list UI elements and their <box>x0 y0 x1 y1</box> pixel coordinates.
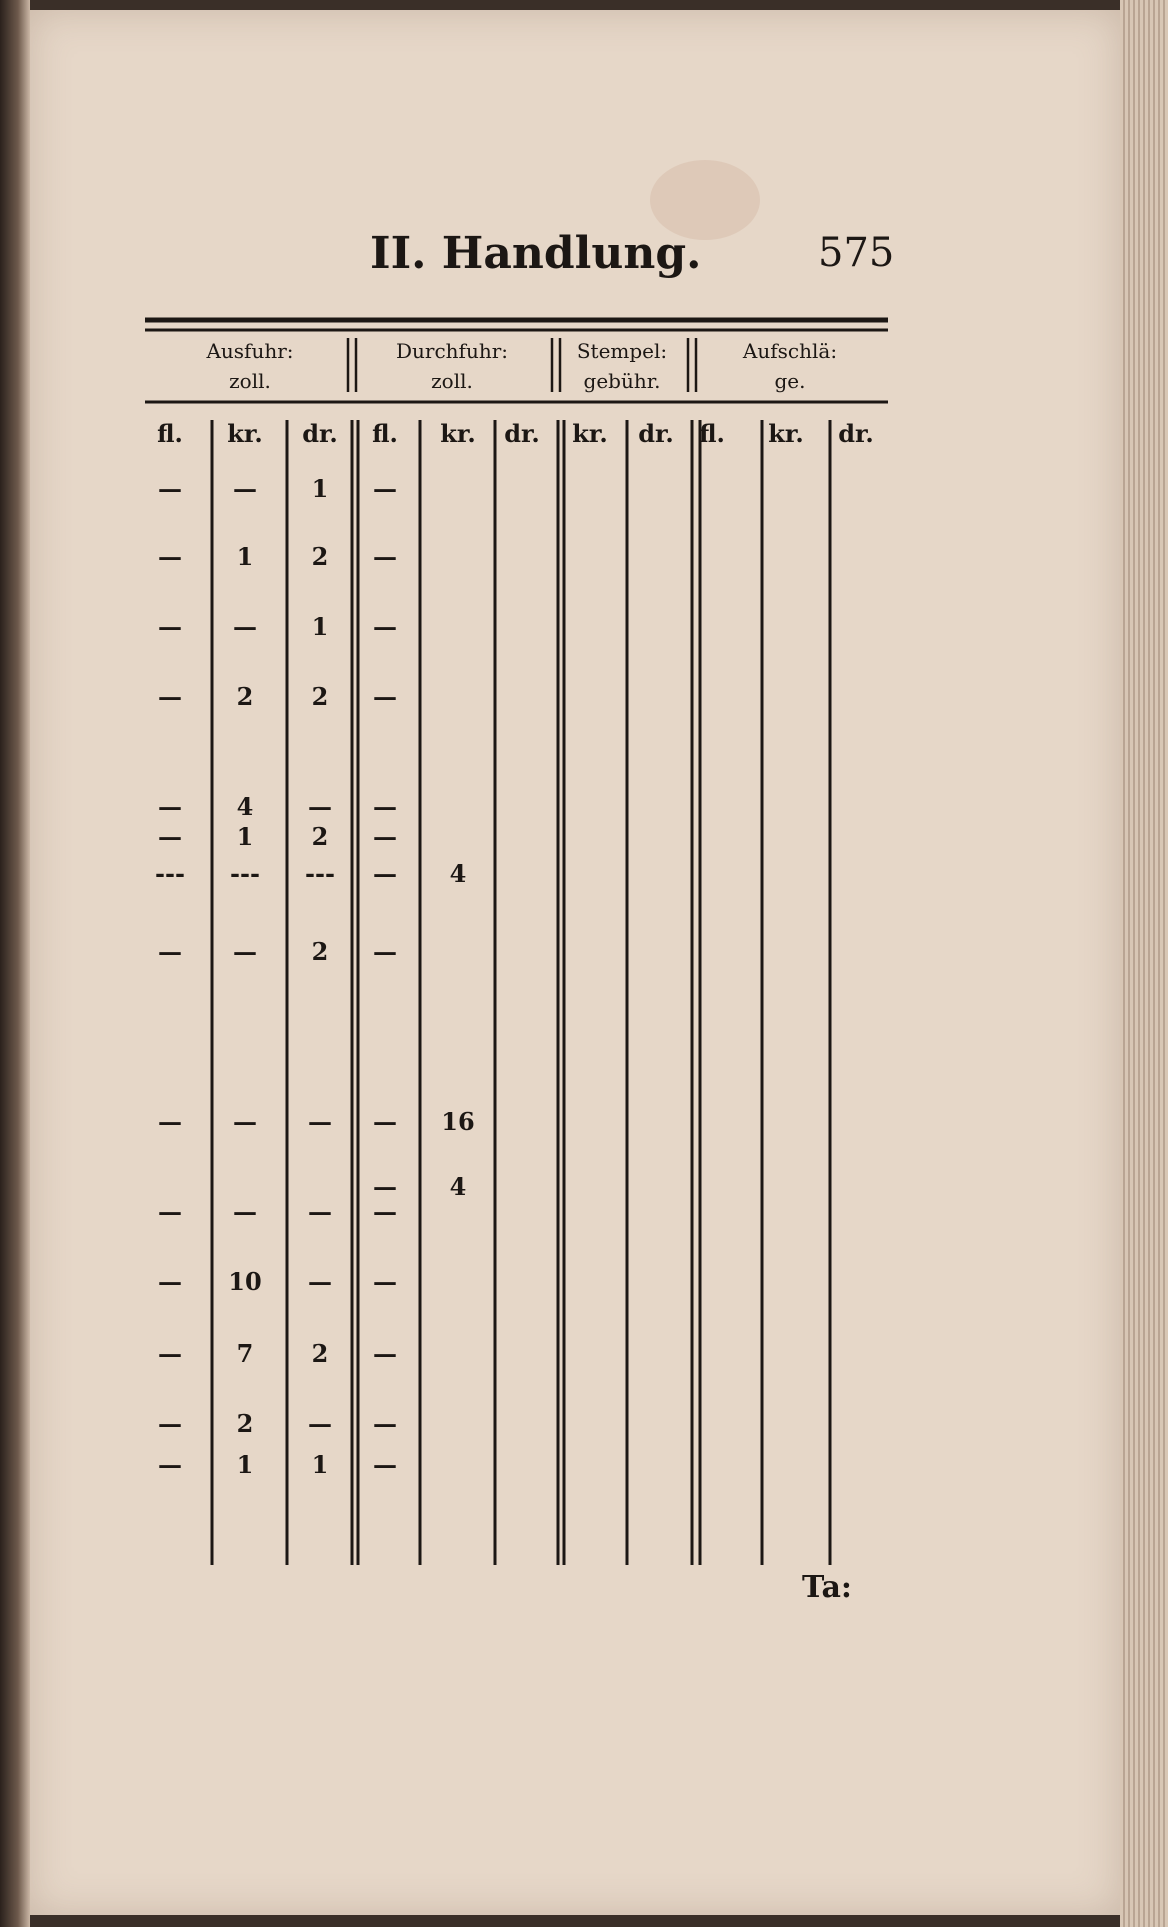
table-cell: 16 <box>441 1107 475 1136</box>
table-cell: — <box>158 822 182 851</box>
table-cell: — <box>158 1450 182 1479</box>
table-cell: — <box>373 859 397 888</box>
table-cell: — <box>233 937 257 966</box>
table-cell: — <box>373 1450 397 1479</box>
column-subheader: fl. <box>372 419 398 448</box>
table-cell: — <box>158 612 182 641</box>
table-cell: 1 <box>311 1450 329 1479</box>
group-label-aufschlaege-1: Aufschlä: <box>742 339 838 363</box>
column-subheaders <box>157 419 874 448</box>
table-cell: — <box>233 612 257 641</box>
table-cell: — <box>373 474 397 503</box>
table-cell: --- <box>155 859 185 888</box>
table-cell: 2 <box>311 542 329 571</box>
table-cell: — <box>158 682 182 711</box>
column-subheader: kr. <box>572 419 608 448</box>
table-cell: — <box>373 822 397 851</box>
table-cell: — <box>308 792 332 821</box>
table-cell: 4 <box>449 859 467 888</box>
table-cell: — <box>158 1107 182 1136</box>
table-cell: — <box>158 1197 182 1226</box>
table-cell: 1 <box>236 542 254 571</box>
column-subheader: kr. <box>227 419 263 448</box>
table-cell: — <box>373 1172 397 1201</box>
table-cell: — <box>373 792 397 821</box>
column-subheader: dr. <box>504 419 540 448</box>
column-subheader: kr. <box>440 419 476 448</box>
column-subheader: fl. <box>157 419 183 448</box>
table-cell: 10 <box>228 1267 262 1296</box>
column-subheader: dr. <box>838 419 874 448</box>
table-cell: — <box>373 937 397 966</box>
table-cell: — <box>158 1409 182 1438</box>
column-subheader: fl. <box>699 419 725 448</box>
group-label-ausfuhr-2: zoll. <box>229 369 271 393</box>
catchword: Ta: <box>802 1570 852 1605</box>
column-subheader: kr. <box>768 419 804 448</box>
group-label-aufschlaege-2: ge. <box>774 369 806 393</box>
table-cell: — <box>158 474 182 503</box>
table-cell: — <box>308 1267 332 1296</box>
group-label-stempel-1: Stempel: <box>576 339 668 363</box>
table-cell: — <box>158 937 182 966</box>
table-cell: 2 <box>236 682 254 711</box>
table-cell: 2 <box>311 822 329 851</box>
table-cell: — <box>158 792 182 821</box>
table-cell: 1 <box>236 1450 254 1479</box>
table-cell: 1 <box>311 474 329 503</box>
column-rules <box>212 420 830 1565</box>
table-cell: 1 <box>236 822 254 851</box>
table-cell: — <box>233 474 257 503</box>
table-cell: --- <box>230 859 260 888</box>
table-cell: — <box>373 1409 397 1438</box>
table-cell: — <box>233 1107 257 1136</box>
table-cell: 2 <box>311 937 329 966</box>
group-label-ausfuhr-1: Ausfuhr: <box>206 339 294 363</box>
table-cell: — <box>233 1197 257 1226</box>
group-labels <box>205 339 837 393</box>
table-cell: 1 <box>311 612 329 641</box>
table-cell: — <box>373 542 397 571</box>
table-cell: 2 <box>311 1339 329 1368</box>
table-cell: — <box>373 612 397 641</box>
table-cell: — <box>308 1197 332 1226</box>
table-cell: — <box>373 1107 397 1136</box>
table-cell: — <box>373 1267 397 1296</box>
table-cell: — <box>373 1197 397 1226</box>
column-subheader: dr. <box>302 419 338 448</box>
table-cell: 4 <box>236 792 254 821</box>
table-cell: 2 <box>311 682 329 711</box>
group-label-durchfuhr-2: zoll. <box>431 369 473 393</box>
table-cell: — <box>373 682 397 711</box>
table-cell: 2 <box>236 1409 254 1438</box>
group-label-stempel-2: gebühr. <box>583 369 661 393</box>
table-cell: — <box>308 1107 332 1136</box>
table-cell: — <box>308 1409 332 1438</box>
table-cell: --- <box>305 859 335 888</box>
chapter-heading: II. Handlung. <box>370 228 702 279</box>
table-cell: 4 <box>449 1172 467 1201</box>
column-subheader: dr. <box>638 419 674 448</box>
table-cell: — <box>158 542 182 571</box>
page-number: 575 <box>818 230 895 276</box>
table-cell: — <box>158 1339 182 1368</box>
table-cell: 7 <box>236 1339 254 1368</box>
table-cell: — <box>373 1339 397 1368</box>
table-cell: — <box>158 1267 182 1296</box>
group-label-durchfuhr-1: Durchfuhr: <box>395 339 509 363</box>
table-cells <box>155 474 475 1479</box>
